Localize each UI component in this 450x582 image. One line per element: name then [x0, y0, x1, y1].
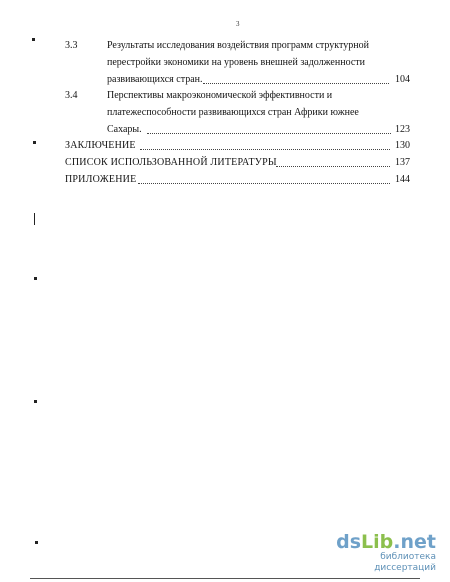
section-number: 3.4 — [65, 90, 78, 101]
dslib-watermark[interactable] — [326, 532, 436, 572]
entry-label: ЗАКЛЮЧЕНИЕ — [65, 140, 136, 151]
section-title-line: перестройки экономики на уровень внешней задолженности — [107, 57, 365, 68]
entry-page: 130 — [395, 140, 410, 151]
dot-leader — [138, 182, 390, 184]
scan-mark — [34, 400, 37, 403]
section-title-line: Перспективы макроэкономической эффективности и — [107, 90, 333, 101]
entry-page: 137 — [395, 157, 410, 168]
dslib-subtitle: библиотека диссертаций — [374, 552, 436, 573]
page-number: 3 — [236, 20, 240, 28]
scan-mark — [34, 213, 35, 225]
entry-label: ПРИЛОЖЕНИЕ — [65, 174, 137, 185]
scan-mark — [33, 141, 36, 144]
section-page: 123 — [395, 124, 410, 135]
section-title-line: Результаты исследования воздействия программ структурной — [107, 40, 369, 51]
section-page: 104 — [395, 74, 410, 85]
section-number: 3.3 — [65, 40, 78, 51]
entry-label: СПИСОК ИСПОЛЬЗОВАННОЙ ЛИТЕРАТУРЫ — [65, 157, 277, 168]
section-title-line: платежеспособности развивающихся стран Африки южнее — [107, 107, 359, 118]
dot-leader — [276, 165, 390, 167]
section-title-line: Сахары. — [107, 124, 142, 135]
dot-leader — [203, 82, 389, 84]
bottom-edge-line — [30, 578, 420, 579]
scan-mark — [32, 38, 35, 41]
dot-leader — [140, 148, 390, 150]
entry-page: 144 — [395, 174, 410, 185]
scan-mark — [35, 541, 38, 544]
section-title-line: развивающихся стран. — [107, 74, 203, 85]
dslib-logo: dsLib.net — [336, 531, 436, 553]
dot-leader — [147, 132, 391, 134]
scan-mark — [34, 277, 37, 280]
